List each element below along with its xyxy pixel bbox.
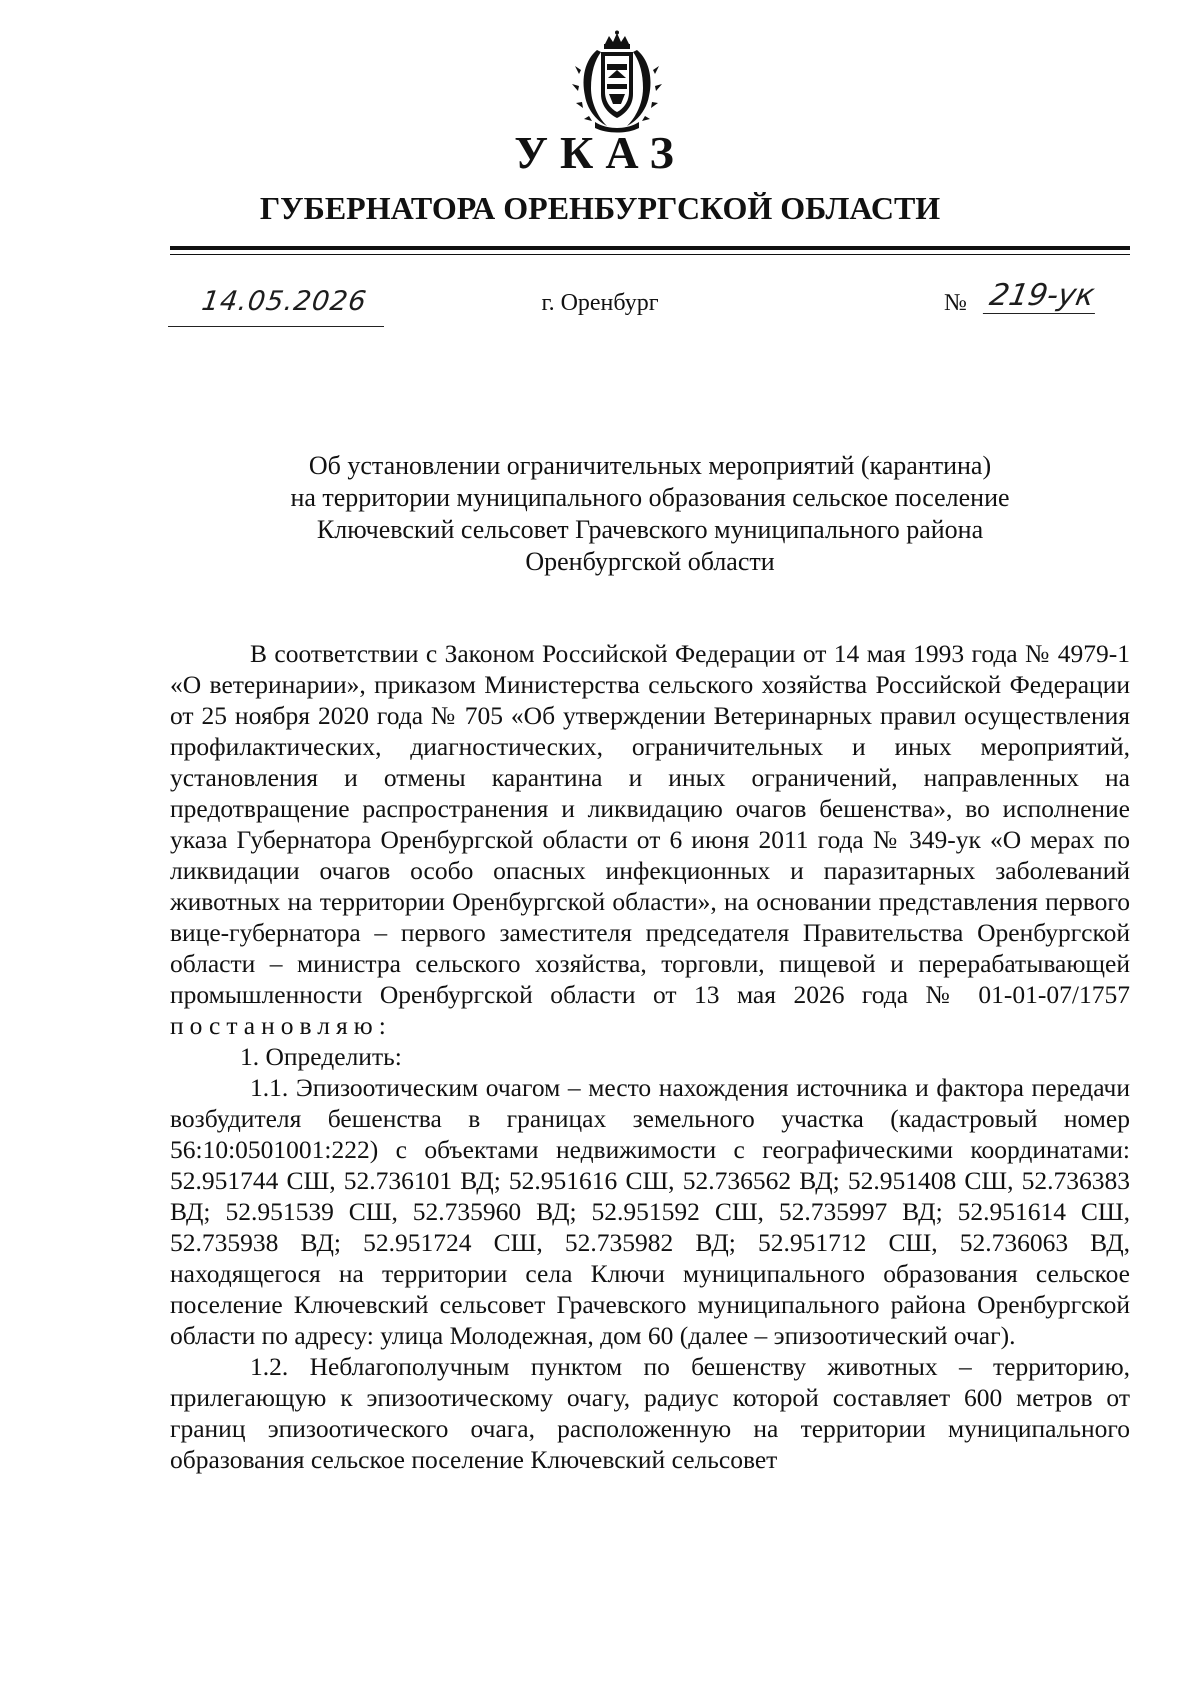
heading-line: Об установлении ограничительных мероприятий (карантина) <box>308 451 992 480</box>
city-label: г. Оренбург <box>541 290 659 316</box>
preamble-paragraph <box>170 638 1130 1041</box>
handwritten-number: 219-ук <box>983 278 1101 314</box>
header-rule-thick <box>170 246 1130 250</box>
decree-word: постановляю: <box>170 1011 392 1040</box>
coat-of-arms-emblem <box>567 30 667 134</box>
heading-line: на территории муниципального образования сельское поселение <box>290 483 1010 512</box>
issuer-title: ГУБЕРНАТОРА ОРЕНБУРГСКОЙ ОБЛАСТИ <box>259 190 941 226</box>
item-1-2: 1.2. Неблагополучным пунктом по бешенству животных – территорию, прилегающую к эпизоотическому очагу, радиус которой составляет 600 метров от границ эпизоотического очага, расположенную на территории муниципального образования сельское поселение Ключевский сельсовет <box>170 1352 1130 1474</box>
item-1-1: 1.1. Эпизоотическим очагом – место нахождения источника и фактора передачи возбудителя бешенства в границах земельного участка (кадастровый номер 56:10:0501001:222) с объектами недвижимости с географическими координатами: 52.951744 СШ, 52.736101 ВД; 52.951616 СШ, 52.736562 ВД; 52.951408 СШ, 52.736383 ВД; 52.951539 СШ, 52.735960 ВД; 52.951592 СШ, 52.735997 ВД; 52.951614 СШ, 52.735938 ВД; 52.951724 СШ, 52.735982 ВД; 52.951712 СШ, 52.736063 ВД, находящегося на территории села Ключи муниципального образования сельское поселение Ключевский сельсовет Грачевского муниципального района Оренбургской области по адресу: улица Молодежная, дом 60 (далее – эпизоотический очаг). <box>170 1073 1130 1350</box>
heading-line: Ключевский сельсовет Грачевского муниципального района <box>316 515 984 544</box>
item-1: 1. Определить: <box>240 1042 402 1071</box>
document-title: УКАЗ <box>514 127 686 178</box>
header-rule-thin <box>170 254 1130 255</box>
number-label: № <box>944 290 967 316</box>
heading-line: Оренбургской области <box>525 547 775 576</box>
decree-body <box>170 638 1130 1475</box>
decree-heading <box>170 450 1130 578</box>
preamble-text: В соответствии с Законом Российской Федерации от 14 мая 1993 года № 4979-1 «О ветеринарии», приказом Министерства сельского хозяйства Российской Федерации от 25 ноября 2020 года № 705 «Об утверждении Ветеринарных правил осуществления профилактических, диагностических, ограничительных и иных мероприятий, установления и отмены карантина и иных ограничений, направленных на предотвращение распространения и ликвидацию очагов бешенства», во исполнение указа Губернатора Оренбургской области от 6 июня 2011 года № 349-ук «О мерах по ликвидации очагов особо опасных инфекционных и паразитарных заболеваний животных на территории Оренбургской области», на основании представления первого вице-губернатора – первого заместителя председателя Правительства Оренбургской области – министра сельского хозяйства, торговли, пищевой и перерабатывающей промышленности Оренбургской области от 13 мая 2026 года № 01-01-07/1757 <box>170 639 1130 1009</box>
handwritten-date: 14.05.2026 <box>199 286 369 317</box>
